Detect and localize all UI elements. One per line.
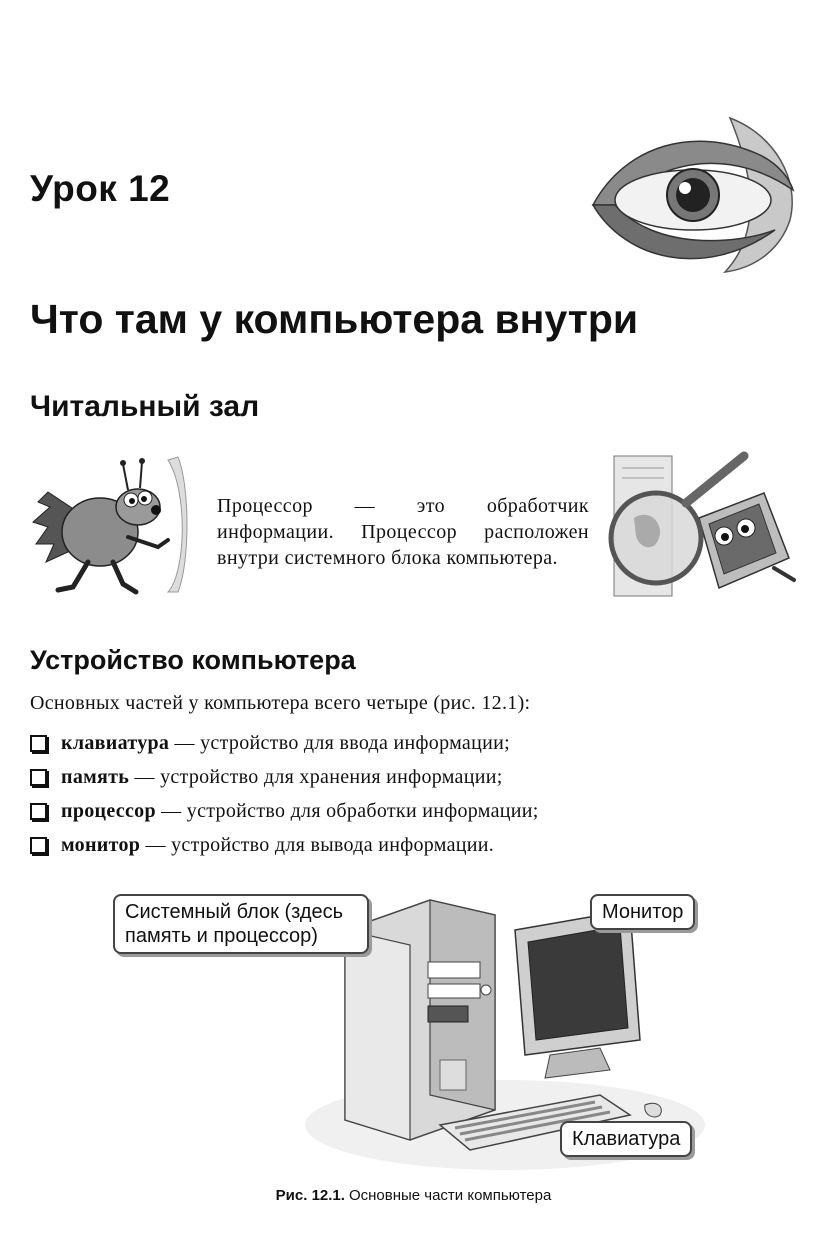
page-title: Что там у компьютера внутри [30, 296, 639, 342]
device-parts-list [30, 726, 539, 862]
list-item-description: — устройство для вывода информации. [140, 833, 495, 856]
reading-room-heading: Читальный зал [30, 390, 260, 423]
list-item-term: монитор [61, 833, 141, 856]
checkbox-bullet-icon [30, 803, 47, 820]
figure-caption [0, 1187, 827, 1204]
list-item-description: — устройство для ввода информации; [169, 731, 510, 754]
list-item-description: — устройство для обработки информации; [155, 799, 539, 822]
lesson-number: Урок 12 [30, 168, 171, 209]
callout-monitor [590, 894, 695, 930]
callout-system-unit [113, 894, 369, 954]
callout-monitor-text: Монитор [602, 901, 684, 923]
magnifier-computer-illustration [604, 448, 800, 608]
figure-caption-label: Рис. 12.1. [275, 1187, 345, 1204]
figure-caption-text: Основные части компьютера [348, 1187, 552, 1204]
checkbox-bullet-icon [30, 837, 47, 854]
list-item-term: процессор [61, 799, 156, 822]
checkbox-bullet-icon [30, 735, 47, 752]
device-intro: Основных частей у компьютера всего четыре (рис. 12.1): [30, 692, 531, 714]
device-heading: Устройство компьютера [30, 645, 356, 675]
callout-keyboard [560, 1121, 692, 1157]
hedgehog-illustration [28, 452, 188, 602]
eye-logo-icon [585, 110, 800, 275]
list-item [30, 760, 539, 794]
list-item [30, 794, 539, 828]
list-item [30, 726, 539, 760]
list-item [30, 828, 539, 862]
list-item-term: клавиатура [61, 731, 170, 754]
callout-system-unit-text: Системный блок (здесь память и процессор) [125, 901, 344, 947]
checkbox-bullet-icon [30, 769, 47, 786]
callout-keyboard-text: Клавиатура [572, 1128, 681, 1150]
list-item-term: память [61, 765, 130, 788]
list-item-description: — устройство для хранения информации; [129, 765, 503, 788]
reading-room-paragraph: Процессор — это обработчик информации. Процессор расположен внутри системного блока компьютера. [217, 495, 589, 569]
